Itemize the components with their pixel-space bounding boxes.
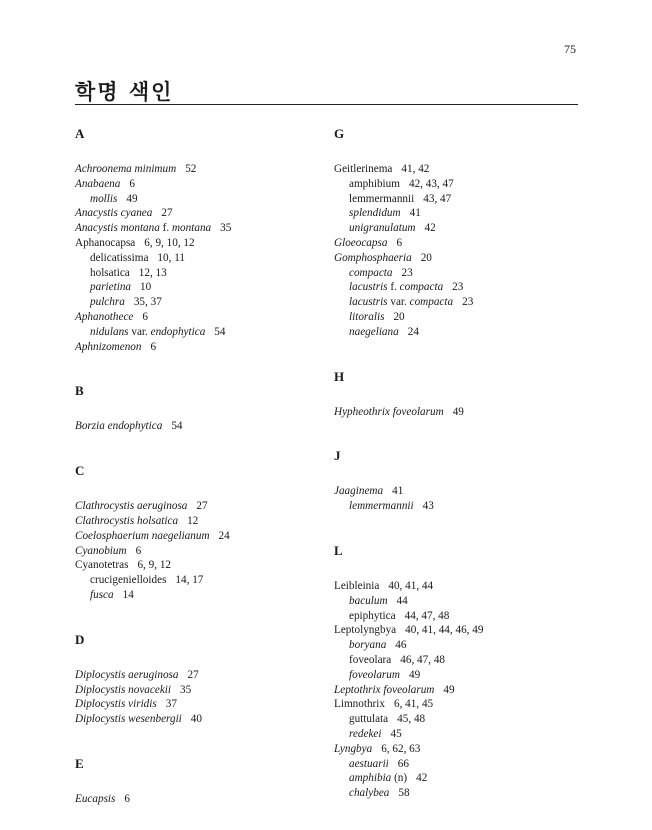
section-gap: [75, 434, 325, 456]
entry-list: [75, 499, 325, 603]
entry-pages: 10, 11: [157, 251, 185, 264]
index-subentry: [75, 295, 325, 310]
section-gap: [75, 603, 325, 625]
index-section: [334, 369, 584, 420]
entry-term: Aphnizomenon: [75, 340, 142, 353]
index-section: [75, 632, 325, 727]
entry-pages: 66: [397, 757, 409, 770]
entry-pages: 23: [401, 266, 413, 279]
index-entry: [75, 206, 325, 221]
entry-pages: 6, 9, 10, 12: [144, 236, 195, 249]
entry-term: lemmermannii: [349, 500, 414, 513]
index-entry: [334, 162, 584, 177]
entry-pages: 43, 47: [423, 192, 452, 205]
index-section: [75, 383, 325, 434]
title-rule: [75, 104, 578, 105]
entry-pages: 14: [122, 588, 134, 601]
index-subentry: [334, 786, 584, 801]
index-entry: [75, 499, 325, 514]
section-letter: H: [334, 368, 345, 384]
index-entry: [75, 310, 325, 325]
index-entry: [334, 623, 584, 638]
section-letter: C: [75, 463, 85, 479]
section-gap: [75, 727, 325, 749]
entry-term: Limnothrix: [334, 698, 385, 711]
index-entry: [334, 236, 584, 251]
entry-epithet: compacta: [409, 296, 454, 309]
entry-term: redekei: [349, 727, 382, 740]
section-gap: [75, 354, 325, 376]
index-subentry: [334, 266, 584, 281]
section-letter: D: [75, 631, 85, 647]
entry-pages: 45, 48: [397, 713, 426, 726]
entry-rank: (n): [391, 772, 408, 785]
entry-pages: 27: [196, 500, 208, 513]
entry-rank: var.: [387, 296, 410, 309]
entry-pages: 23: [462, 296, 474, 309]
entry-list: [75, 668, 325, 727]
entry-pages: 35: [180, 683, 192, 696]
entry-list: [334, 405, 584, 420]
section-letter: A: [75, 126, 85, 141]
entry-pages: 27: [161, 207, 173, 220]
entry-term: lemmermannii: [349, 192, 415, 205]
entry-term: Leptothrix foveolarum: [334, 683, 435, 696]
index-entry: [75, 340, 325, 355]
entry-rank: var.: [128, 325, 151, 338]
entry-pages: 12: [187, 514, 199, 527]
entry-list: [334, 579, 584, 801]
index-section: [334, 126, 584, 340]
index-entry: [334, 683, 584, 698]
section-gap: [334, 340, 584, 362]
index-entry: [75, 668, 325, 683]
index-entry: [75, 221, 325, 236]
entry-term: mollis: [90, 192, 118, 205]
entry-term: Clathrocystis aeruginosa: [75, 500, 188, 513]
index-subentry: [334, 221, 584, 236]
index-subentry: [75, 280, 325, 295]
entry-term: Aphanocapsa: [75, 236, 136, 249]
entry-term: fusca: [90, 588, 114, 601]
index-entry: [75, 529, 325, 544]
entry-pages: 41: [392, 485, 404, 498]
entry-term: Diplocystis novacekii: [75, 683, 171, 696]
entry-pages: 6: [396, 236, 403, 249]
entry-pages: 46, 47, 48: [400, 653, 445, 666]
entry-term: chalybea: [349, 787, 390, 800]
entry-term: holsatica: [90, 266, 130, 279]
entry-term: Hypheothrix foveolarum: [334, 405, 444, 418]
section-gap: [334, 419, 584, 441]
entry-term: Achroonema minimum: [75, 163, 177, 175]
entry-pages: 40: [190, 713, 202, 726]
entry-term: foveolarum: [349, 668, 400, 681]
entry-pages: 49: [443, 683, 455, 696]
entry-term: Cyanotetras: [75, 559, 129, 572]
index-section: [75, 126, 325, 354]
entry-term: Cyanobium: [75, 544, 127, 557]
entry-pages: 27: [187, 668, 199, 681]
entry-epithet: compacta: [399, 281, 444, 294]
entry-pages: 35, 37: [133, 296, 162, 309]
entry-term: Lyngbya: [334, 742, 373, 755]
entry-term: crucigenielloides: [90, 574, 167, 587]
entry-term: Eucapsis: [75, 792, 116, 805]
entry-pages: 24: [407, 325, 419, 338]
index-entry: [334, 484, 584, 499]
entry-term: Aphanothece: [75, 310, 134, 323]
index-entry: [334, 405, 584, 420]
entry-pages: 10: [140, 281, 152, 294]
index-entry: [75, 558, 325, 573]
entry-pages: 12, 13: [138, 266, 167, 279]
entry-term: pulchra: [90, 296, 125, 309]
entry-pages: 6: [142, 310, 148, 323]
entry-pages: 6, 9, 12: [137, 559, 171, 572]
section-letter: G: [334, 126, 345, 141]
entry-pages: 20: [393, 310, 405, 323]
entry-term: guttulata: [349, 713, 389, 726]
entry-pages: 6: [150, 340, 157, 353]
entry-term: Jaaginema: [334, 485, 384, 498]
index-entry: [75, 544, 325, 559]
entry-term: amphibium: [349, 177, 400, 190]
index-subentry: [334, 712, 584, 727]
index-subentry: [334, 638, 584, 653]
entry-term: Leibleinia: [334, 579, 380, 592]
entry-term: Borzia endophytica: [75, 420, 163, 433]
index-subentry: [75, 251, 325, 266]
entry-term: aestuarii: [349, 757, 389, 770]
index-subentry: [334, 653, 584, 668]
entry-rank: f.: [159, 222, 172, 235]
entry-pages: 42: [424, 222, 436, 235]
entry-pages: 44, 47, 48: [404, 609, 450, 622]
index-entry: [75, 162, 325, 177]
entry-term: Coelosphaerium naegelianum: [75, 529, 210, 542]
entry-pages: 49: [408, 668, 421, 681]
index-subentry: [334, 192, 584, 207]
entry-pages: 40, 41, 44, 46, 49: [405, 624, 484, 637]
index-column-left: [75, 119, 325, 807]
entry-pages: 6, 41, 45: [393, 698, 434, 711]
index-entry: [334, 251, 584, 266]
index-subentry: [75, 573, 325, 588]
entry-term: unigranulatum: [349, 222, 416, 235]
index-subentry: [334, 727, 584, 742]
entry-pages: 41, 42: [401, 163, 430, 175]
index-entry: [334, 579, 584, 594]
entry-pages: 6: [135, 544, 142, 557]
entry-term: Gomphosphaeria: [334, 251, 412, 264]
page-number: 75: [564, 42, 576, 56]
entry-pages: 23: [452, 281, 464, 294]
entry-pages: 37: [165, 698, 177, 711]
entry-list: [75, 162, 325, 354]
index-subentry: [334, 310, 584, 325]
index-section: [75, 463, 325, 603]
section-gap: [334, 514, 584, 536]
entry-pages: 42, 43, 47: [408, 177, 454, 190]
entry-term: epiphytica: [349, 609, 396, 622]
entry-term: Leptolyngbya: [334, 624, 397, 637]
entry-pages: 52: [185, 163, 197, 175]
entry-term: compacta: [349, 266, 393, 279]
index-entry: [75, 177, 325, 192]
entry-term: splendidum: [349, 207, 401, 220]
entry-pages: 58: [398, 787, 410, 800]
section-letter: B: [75, 383, 84, 399]
index-entry: [75, 514, 325, 529]
entry-pages: 43: [422, 500, 434, 513]
entry-term: Anabaena: [75, 177, 121, 190]
entry-pages: 24: [218, 529, 230, 542]
entry-epithet: endophytica: [150, 325, 206, 338]
index-subentry: [334, 499, 584, 514]
entry-term: parietina: [90, 281, 132, 294]
index-subentry: [75, 192, 325, 207]
entry-term: Geitlerinema: [334, 163, 393, 175]
index-entry: [75, 683, 325, 698]
entry-term: lacustris: [349, 281, 388, 294]
entry-list: [75, 419, 325, 434]
entry-rank: f.: [387, 281, 400, 294]
entry-term: delicatissima: [90, 251, 149, 264]
index-section: [75, 756, 325, 807]
index-subentry: [75, 266, 325, 281]
entry-pages: 35: [220, 222, 232, 235]
index-column-right: [334, 119, 584, 801]
index-subentry: [334, 295, 584, 310]
entry-term: baculum: [349, 594, 388, 607]
entry-pages: 6: [129, 177, 135, 190]
index-subentry: [334, 609, 584, 624]
index-subentry: [334, 668, 584, 683]
index-entry: [75, 712, 325, 727]
index-subentry: [75, 588, 325, 603]
entry-pages: 44: [396, 594, 408, 607]
entry-pages: 20: [420, 251, 432, 264]
index-subentry: [334, 771, 584, 786]
index-entry: [334, 742, 584, 757]
entry-term: boryana: [349, 639, 387, 652]
index-subentry: [334, 177, 584, 192]
entry-term: Diplocystis viridis: [75, 698, 157, 711]
index-entry: [75, 697, 325, 712]
entry-term: foveolara: [349, 653, 392, 666]
index-section: [334, 448, 584, 514]
entry-pages: 6, 62, 63: [381, 742, 421, 755]
entry-pages: 45: [390, 727, 402, 740]
entry-pages: 54: [171, 420, 183, 433]
entry-term: nidulans: [90, 325, 129, 338]
entry-term: Gloeocapsa: [334, 236, 388, 249]
entry-pages: 49: [452, 405, 464, 418]
entry-term: litoralis: [349, 310, 385, 323]
index-subentry: [334, 280, 584, 295]
entry-term: Clathrocystis holsatica: [75, 514, 179, 527]
entry-term: amphibia: [349, 772, 392, 785]
entry-pages: 46: [395, 639, 407, 652]
entry-pages: 42: [416, 772, 428, 785]
index-entry: [75, 236, 325, 251]
page-title: 학명 색인: [75, 79, 174, 104]
index-entry: [334, 697, 584, 712]
entry-term: Anacystis montana: [75, 222, 160, 235]
index-subentry: [334, 325, 584, 340]
entry-term: Anacystis cyanea: [75, 207, 153, 220]
entry-pages: 49: [126, 192, 138, 205]
index-entry: [75, 792, 325, 807]
entry-term: lacustris: [349, 296, 388, 309]
entry-pages: 40, 41, 44: [388, 579, 434, 592]
entry-term: Diplocystis wesenbergii: [75, 713, 182, 726]
entry-pages: 54: [214, 325, 226, 338]
section-letter: E: [75, 755, 84, 771]
index-subentry: [75, 325, 325, 340]
index-subentry: [334, 757, 584, 772]
section-letter: J: [334, 448, 341, 464]
entry-pages: 6: [124, 792, 130, 805]
entry-list: [334, 162, 584, 340]
index-entry: [75, 419, 325, 434]
index-section: [334, 543, 584, 801]
index-subentry: [334, 594, 584, 609]
entry-term: naegeliana: [349, 325, 399, 338]
index-subentry: [334, 206, 584, 221]
entry-term: Diplocystis aeruginosa: [75, 668, 179, 681]
section-letter: L: [334, 542, 343, 558]
entry-pages: 41: [409, 207, 421, 220]
entry-epithet: montana: [171, 222, 212, 235]
entry-list: [75, 792, 325, 807]
entry-pages: 14, 17: [175, 574, 204, 587]
entry-list: [334, 484, 584, 514]
